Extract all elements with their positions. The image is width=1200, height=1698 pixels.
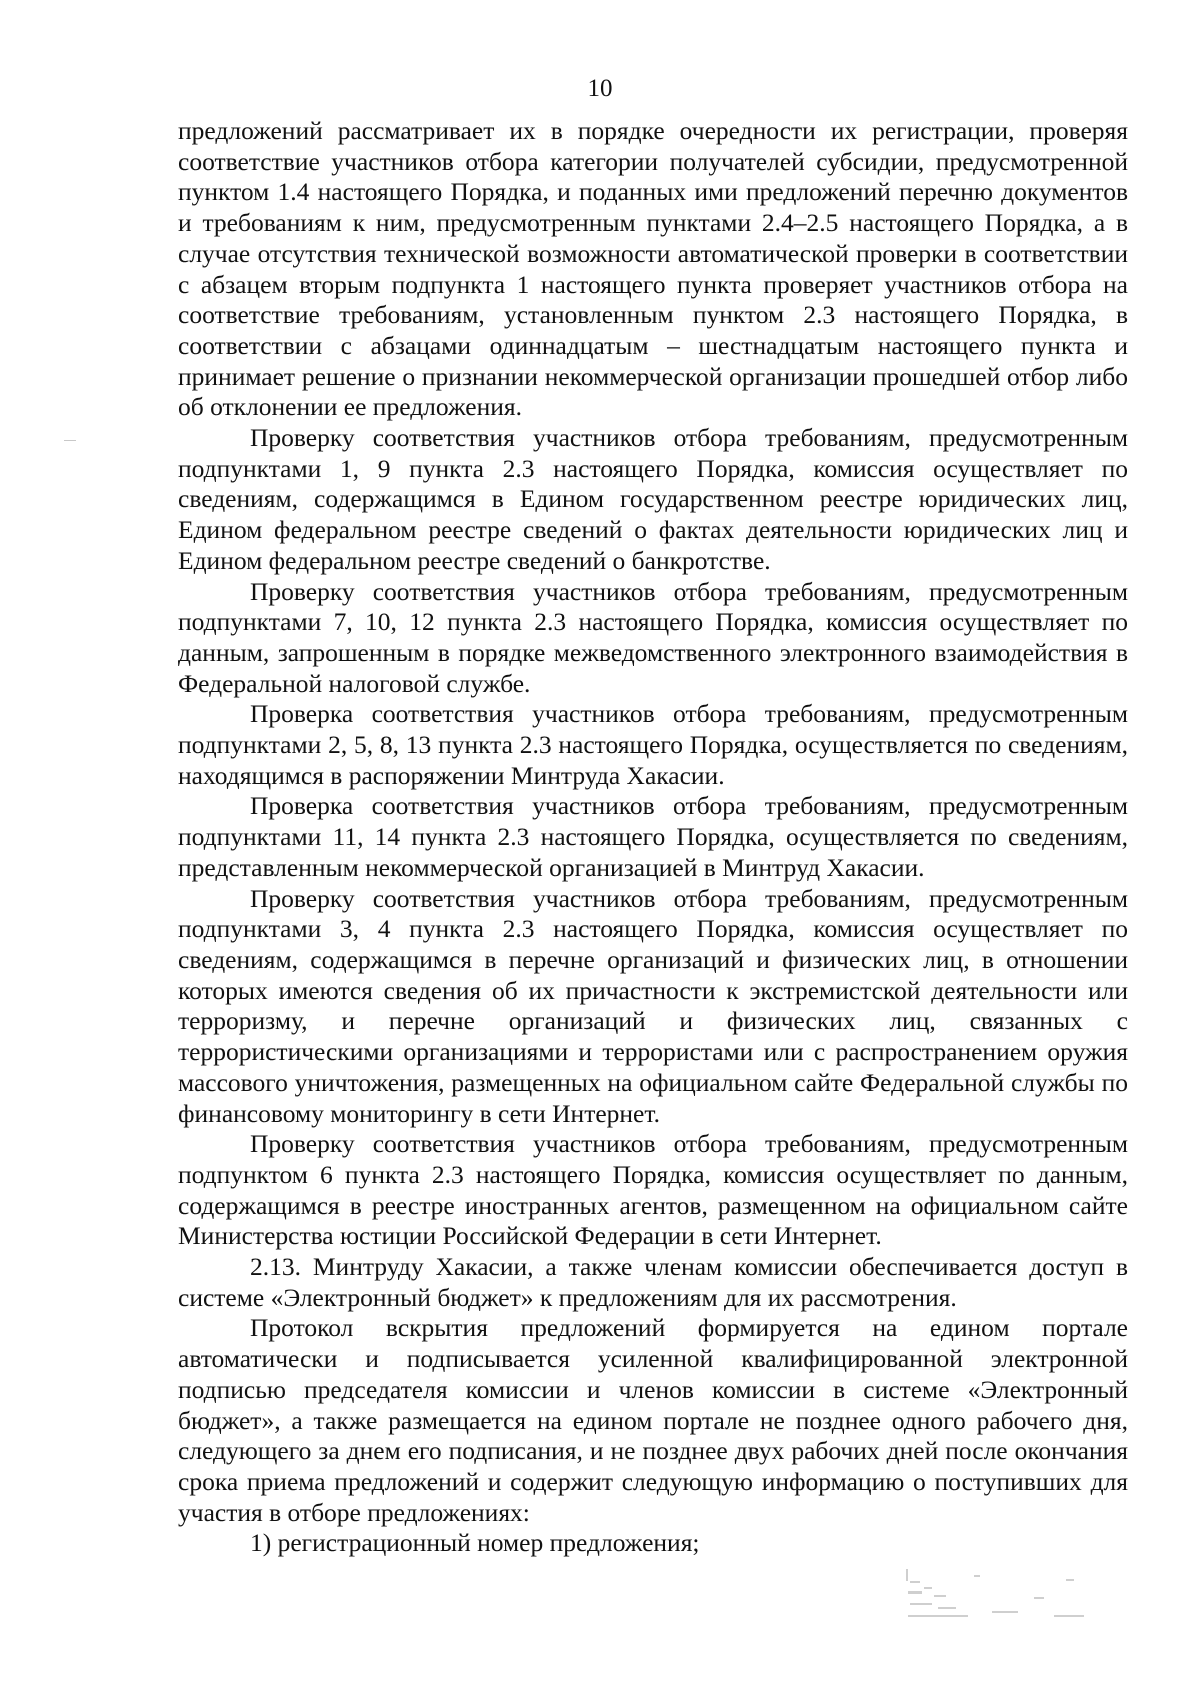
paragraph: Проверку соответствия участников отбора требованиям, предусмотренным подпунктом 6 пункта 2.3 настоящего Порядка, комиссия осуществляет по данным, содержащимся в реестре иностранных агентов, размещенном на официальном сайте Министерства юстиции Российской Федерации в сети Интернет. (178, 1129, 1128, 1251)
paragraph: Проверку соответствия участников отбора требованиям, предусмотренным подпунктами 7, 10, 12 пункта 2.3 настоящего Порядка, комиссия осуществляет по данным, запрошенным в порядке межведомственного электронного взаимодействия в Федеральной налоговой службе. (178, 576, 1128, 698)
paragraph: Проверка соответствия участников отбора требованиям, предусмотренным подпунктами 2, 5, 8, 13 пункта 2.3 настоящего Порядка, осуществляется по сведениям, находящимся в распоряжении Минтруда Хакасии. (178, 699, 1128, 790)
paragraph: Проверка соответствия участников отбора требованиям, предусмотренным подпунктами 11, 14 пункта 2.3 настоящего Порядка, осуществляется по сведениям, представленным некоммерческой организацией в Минтруд Хакасии. (178, 791, 1128, 882)
faded-stamp-mark (904, 1567, 1094, 1627)
paragraph: Проверку соответствия участников отбора требованиям, предусмотренным подпунктами 1, 9 пункта 2.3 настоящего Порядка, комиссия осуществляет по сведениям, содержащимся в Едином государственном реестре юридических лиц, Едином федеральном реестре сведений о фактах деятельности юридических лиц и Едином федеральном реестре сведений о банкротстве. (178, 423, 1128, 575)
page-number: 10 (587, 75, 613, 102)
margin-mark (64, 440, 76, 441)
clause-2-13: 2.13. Минтруду Хакасии, а также членам комиссии обеспечивается доступ в системе «Электронный бюджет» к предложениям для их рассмотрения. (178, 1252, 1128, 1312)
document-body (178, 116, 1128, 1559)
paragraph-continuation: предложений рассматривает их в порядке очередности их регистрации, проверяя соответствие участников отбора категории получателей субсидии, предусмотренной пунктом 1.4 настоящего Порядка, и поданных ими предложений перечню документов и требованиям к ним, предусмотренным пунктами 2.4–2.5 настоящего Порядка, а в случае отсутствия технической возможности автоматической проверки в соответствии с абзацем вторым подпункта 1 настоящего пункта проверяет участников отбора на соответствие требованиям, установленным пунктом 2.3 настоящего Порядка, в соответствии с абзацами одиннадцатым – шестнадцатым настоящего пункта и принимает решение о признании некоммерческой организации прошедшей отбор либо об отклонении ее предложения. (178, 116, 1128, 422)
paragraph: Протокол вскрытия предложений формируется на едином портале автоматически и подписывается усиленной квалифицированной электронной подписью председателя комиссии и членов комиссии в системе «Электронный бюджет», а также размещается на едином портале не позднее одного рабочего дня, следующего за днем его подписания, и не позднее двух рабочих дней после окончания срока приема предложений и содержит следующую информацию о поступивших для участия в отборе предложениях: (178, 1313, 1128, 1527)
list-item: 1) регистрационный номер предложения; (250, 1528, 700, 1558)
paragraph: Проверку соответствия участников отбора требованиям, предусмотренным подпунктами 3, 4 пункта 2.3 настоящего Порядка, комиссия осуществляет по сведениям, содержащимся в перечне организаций и физических лиц, в отношении которых имеются сведения об их причастности к экстремистской деятельности или терроризму, и перечне организаций и физических лиц, связанных с террористическими организациями и террористами или с распространением оружия массового уничтожения, размещенных на официальном сайте Федеральной службы по финансовому мониторингу в сети Интернет. (178, 883, 1128, 1128)
